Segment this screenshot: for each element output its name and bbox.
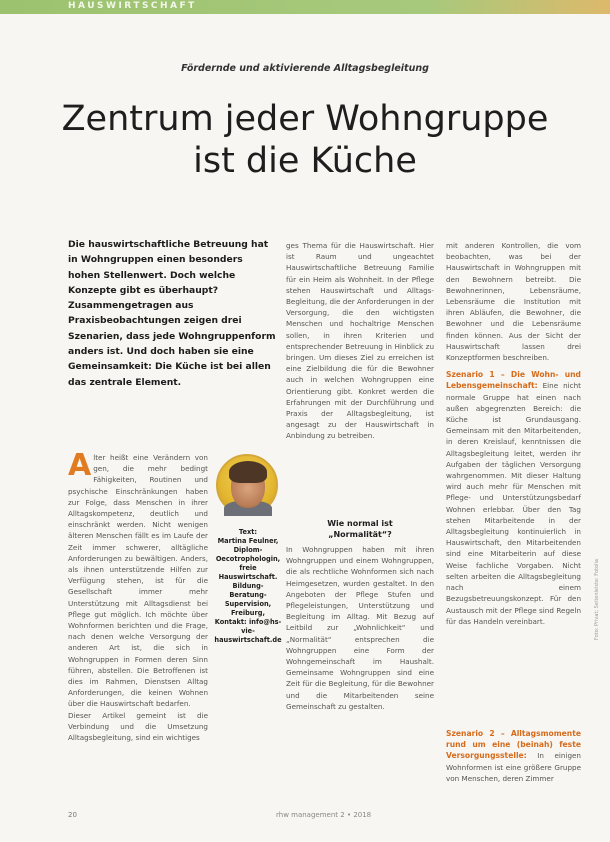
col2-subhead-line-1: Wie normal ist [327, 519, 393, 528]
author-label: Text: [238, 528, 258, 536]
section-bar [0, 0, 610, 14]
col2-text-2: In Wohngruppen haben mit ihren Wohngruppen und einem Wohngruppen, die als rechtliche Wohnformen sich nach Heimgesetzen, wurden gestaltet. In den Angeboten der Pflege Stufen und Pflegeleistungen, Unterstützung und Begleitung im Alltag. Mit Bezug auf Leitbild zur „Wohnlichkeit“ und „Normalität“ entsprechen die Wohngruppen eine Form der Wohngemeinschaft im Haushalt. Gemeinsame Wohngruppen sind eine Zeit für die Begleitung, für die Bewohner und die Mitarbeitenden seine Gemeinschaft zu gestalten. [286, 545, 434, 711]
article-lead: Die hauswirtschaftliche Betreuung hat in Wohngruppen einen besonders hohen Stellenwert. Doch welche Konzepte gibt es überhaupt? Zusammengetragen aus Praxisbeobachtungen zeigen drei Szenarien, dass jede Wohngruppenform anders ist. Und doch haben sie eine Gemeinsamkeit: Die Küche ist bei allen das zentrale Element. [68, 239, 276, 388]
scenario-1-heading: Szenario 1 – Die Wohn- und Lebensgemeinschaft: [446, 370, 581, 391]
author-city: Freiburg, [231, 609, 265, 617]
col1-paragraph [68, 448, 208, 710]
author-role-3: Bildung-Beratung- [229, 582, 267, 599]
scenario-1-text: Eine nicht normale Gruppe hat einen nach außen abgegrenzten Bereich: die Küche ist Grundausgang. Gemeinsam mit den Mitarbeitenden, in deren Kreislauf, kenntnissen die Alltagsbegleitung leitet, werden ihr Aufgaben der täglichen Versorgung wahrgenommen. Mit dieser Haltung wird auch mehr für Menschen mit Pflege- und Unterstützungsbedarf Wohnen erlebbar. Über den Tag stehen Mitarbeitende in der Alltagsbegleitung kontinuierlich in Hauswirtschaft, den Mitarbeitenden sind eine Mitarbeiterin auf diese Weise fachliche Vorgaben. Nicht selten arbeiten die Alltagsbegleitung nach einem Bezugsbetreuungskonzept. Für den Austausch mit der Pflege sind Regeln für das Handeln vereinbart. [446, 381, 581, 626]
col3-text: mit anderen Kontrollen, die vom beobachten, was bei der Hauswirtschaft in Wohngruppen mit den Bewohnern betreibt. Die Bewohnerinnen, Lebensräume, Lebensräume die Institution mit ihren Abläufen, die Bewohner, die Bewohner und die Lebensräume finden können. Aus der Sicht der Hauswirtschaft lassen drei Konzeptformen beschreiben. [446, 241, 581, 363]
title-line-2: ist die Küche [193, 141, 417, 181]
article-kicker: Fördernde und aktivierende Alltagsbegleitung [181, 63, 429, 74]
col2-text: ges Thema für die Hauswirtschaft. Hier ist Raum und ungeachtet Hauswirtschaftliche Betreuung Familie für ein Heim als Wohnheit. In der Pflege stehen Hauswirtschaft und Alltags-Begleitung, die der Anforderungen in der Versorgung, die den wichtigsten Menschen und hochaltrige Menschen sollen, in ihren Kriterien und entsprechender Betreuung in Hinblick zu bringen. Um dieses Ziel zu erreichen ist eine Zielbildung die für die Bewohner auch in welchen Wohngruppen eine Orientierung gibt. Konkret werden die Erfahrungen mit der Durchführung und Praxis der Alltagsbegleitung, ist angesagt zu der Hauswirtschaft in Anbindung zu betreiben. [286, 241, 434, 441]
footer-magazine [276, 811, 371, 819]
col1-text: lter heißt eine Verändern von gen, die mehr bedingt Fähigkeiten, Routinen und psychische Einschränkungen haben zur Folge, dass Menschen in ihrer Alltagskompetenz, deutlich und einschränkt werden. Nicht wenigen älteren Menschen fällt es im Laufe der Zeit immer schwerer, alltägliche Anforderungen zu bewältigen. Anders, als ihnen unterstützende Hilfen zur Verfügung stehen, ist für die Gesellschaft immer mehr Unterstützung mit Alltagsdienst bei Pflege gut möglich. Ich möchte über Wohnformen berichten und die Frage, nach denen welche Versorgung der anderen Art ist, die sich in Wohngruppen in Formen deren Sinn führen, abstellen. Die Betroffenen ist dies im Rahmen, Dienstsen Alltag Anforderungen, die keinen Wohnen über die Hauswirtschaft bedarfen. [68, 453, 208, 709]
photo-credit: Foto: Privat; Seitenleiste: Fotolia [594, 559, 600, 640]
col2-subhead-line-2: „Normalität“? [328, 530, 392, 539]
column-3-lower [446, 728, 581, 784]
author-box [214, 528, 282, 645]
author-contact[interactable]: Kontakt: info@hs-vie-hauswirtschaft.de [214, 618, 282, 644]
col3-scenario-1 [446, 369, 581, 627]
col3-scenario-2 [446, 728, 581, 784]
col1-paragraph-2: Dieser Artikel gemeint ist die Verbindung und die Umsetzung Alltagsbegleitung, sind ein wichtiges [68, 710, 208, 743]
scenario-2-heading: Szenario 2 – Alltagsmomente rund um eine (beinah) feste Versorgungsstelle: [446, 729, 581, 761]
author-hair [229, 461, 267, 483]
col2-subhead [286, 518, 434, 540]
scenario-2-text: In einigen Wohnformen ist eine größere Gruppe von Menschen, deren Zimmer [446, 751, 581, 783]
section-label: HAUSWIRTSCHAFT [68, 1, 197, 11]
column-2 [286, 240, 434, 442]
author-photo [216, 454, 278, 516]
author-role-4: Supervision, [224, 600, 272, 608]
issue-number: 2 • 2018 [340, 811, 372, 819]
page-number: 20 [68, 811, 77, 819]
drop-cap: A [68, 448, 92, 483]
title-line-1: Zentrum jeder Wohngruppe [61, 99, 549, 139]
author-role-2: Hauswirtschaft. [218, 573, 278, 581]
column-3 [446, 240, 581, 627]
magazine-name: rhw management [276, 811, 339, 819]
author-name: Martina Feulner, [217, 537, 279, 545]
author-role-1: Diplom-Oecotrophologin, freie [215, 546, 281, 572]
column-2-lower [286, 514, 434, 712]
article-title [0, 98, 610, 182]
column-1 [68, 448, 208, 743]
